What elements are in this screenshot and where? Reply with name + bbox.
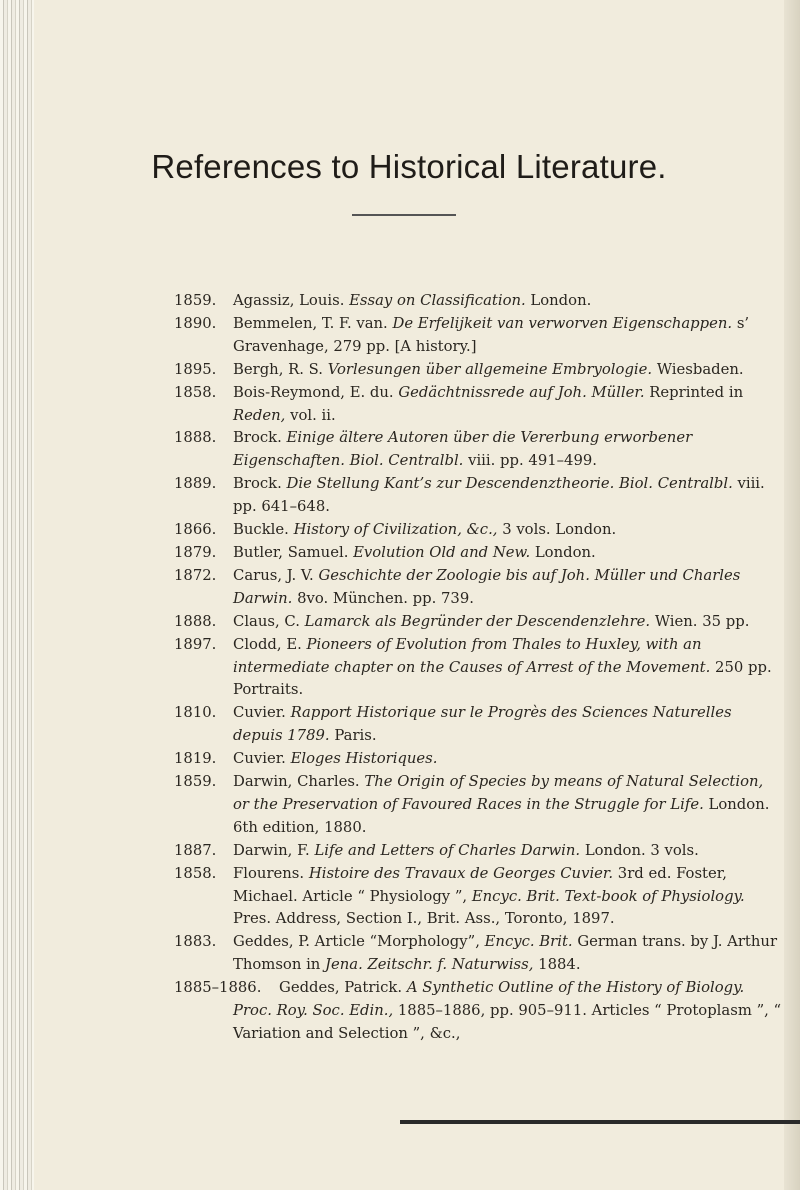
reference-detail: s’ Gravenhage, 279 pp. [A history.]: [233, 314, 750, 355]
reference-entry: [174, 382, 782, 428]
reference-detail: London. 6th edition, 1880.: [233, 795, 770, 836]
reference-entry: [174, 427, 782, 473]
reference-detail: Darwin, F.: [233, 841, 315, 859]
reference-year: 1888.: [174, 612, 217, 630]
reference-text: [233, 359, 782, 382]
reference-entry: [174, 702, 782, 748]
reference-title: Encyc. Brit.: [484, 933, 573, 951]
reference-title: Essay on Classification.: [349, 292, 526, 309]
reference-text: [233, 771, 782, 840]
reference-entry: [174, 931, 782, 977]
reference-list: [174, 290, 782, 1046]
reference-title: A Synthetic Outline of the History of Biology. Proc. Roy. Soc. Edin.,: [233, 979, 745, 1020]
reference-title: Evolution Old and New.: [353, 543, 531, 561]
reference-detail: 250 pp. Portraits.: [233, 658, 772, 699]
reference-year: 1890.: [174, 314, 217, 332]
reference-year: 1895.: [174, 360, 217, 378]
reference-title: Geschichte der Zoologie bis auf Joh. Müller und Charles Darwin.: [233, 566, 741, 607]
reference-detail: 1884.: [533, 956, 581, 974]
reference-year: 1858.: [174, 383, 217, 401]
reference-title: Encyc. Brit. Text-book of Physiology.: [471, 887, 745, 905]
reference-detail: Bois-Reymond, E. du.: [233, 383, 399, 401]
reference-detail: Flourens.: [233, 864, 309, 882]
reference-detail: Claus, C.: [233, 612, 305, 630]
reference-title: Einige ältere Autoren über die Vererbung erworbener Eigenschaften. Biol. Centralbl.: [233, 429, 693, 470]
reference-entry: [174, 840, 782, 863]
reference-detail: Buckle.: [233, 521, 294, 539]
reference-text: [233, 542, 782, 565]
reference-detail: 8vo. München. pp. 739.: [292, 589, 474, 607]
reference-detail: Cuvier.: [233, 750, 291, 768]
reference-text: [233, 634, 782, 703]
reference-year: 1858.: [174, 864, 217, 882]
reference-detail: Wiesbaden.: [652, 360, 744, 378]
reference-detail: Bemmelen, T. F. van.: [233, 314, 393, 332]
reference-title: History of Civilization, &c.,: [293, 521, 498, 539]
reference-detail: Reprinted in: [644, 383, 744, 401]
reference-detail: Cuvier.: [233, 704, 291, 722]
reference-entry: [174, 313, 782, 359]
page-title: References to Historical Literature.: [151, 148, 667, 185]
reference-year: 1888.: [174, 429, 217, 447]
title-rule: [352, 214, 456, 216]
reference-detail: Bergh, R. S.: [233, 360, 328, 378]
reference-detail: Geddes, P. Article “Morphology”,: [233, 933, 485, 951]
reference-title: De Erfelijkeit van verworven Eigenschappen.: [392, 314, 733, 332]
reference-detail: London.: [525, 292, 592, 309]
reference-text: [233, 748, 782, 771]
reference-text: [233, 313, 782, 359]
reference-text: [233, 473, 782, 519]
reference-title: Lamarck als Begründer der Descendenzlehre.: [304, 612, 651, 630]
reference-entry: [174, 611, 782, 634]
reference-year: 1879.: [174, 543, 217, 561]
reference-text: [233, 840, 782, 863]
reference-detail: Brock.: [233, 429, 287, 447]
reference-detail: 3rd ed. Foster, Michael. Article “ Physiology ”,: [233, 864, 727, 905]
reference-year: 1897.: [174, 635, 217, 653]
reference-year: 1810.: [174, 704, 217, 722]
reference-year: 1883.: [174, 933, 217, 951]
reference-entry: [174, 290, 782, 313]
scan-right-edge: [784, 0, 800, 1190]
reference-title: Reden,: [233, 406, 286, 424]
reference-text: [233, 519, 782, 542]
reference-detail: 3 vols. London.: [497, 521, 617, 539]
reference-detail: Brock.: [233, 475, 287, 493]
reference-entry: [174, 473, 782, 519]
reference-title: Jena. Zeitschr. f. Naturwiss,: [325, 956, 534, 974]
reference-entry: [174, 359, 782, 382]
reference-entry: [174, 771, 782, 840]
reference-title: The Origin of Species by means of Natural Selection, or the Preservation of Favoured Races in the Struggle for Life.: [233, 773, 764, 813]
reference-detail: Carus, J. V.: [233, 566, 319, 584]
reference-detail: viii. pp. 641–648.: [233, 475, 765, 516]
scan-binding-edge: [0, 0, 34, 1190]
reference-text: [233, 863, 782, 932]
reference-detail: German trans. by J. Arthur Thomson in: [233, 933, 778, 974]
reference-detail: London.: [530, 543, 596, 561]
reference-text: [233, 931, 782, 977]
reference-title: Pioneers of Evolution from Thales to Huxley, with an intermediate chapter on the Causes of Arrest of the Movement.: [233, 635, 711, 676]
reference-detail: Geddes, Patrick.: [279, 979, 407, 997]
reference-title: Gedächtnissrede auf Joh. Müller.: [398, 383, 645, 401]
reference-title: Histoire des Travaux de Georges Cuvier.: [308, 864, 614, 882]
reference-text: [233, 565, 782, 611]
reference-entry: [174, 977, 782, 1046]
reference-detail: Wien. 35 pp.: [650, 612, 750, 630]
reference-text: [233, 382, 782, 428]
reference-entry: [174, 542, 782, 565]
reference-year: 1887.: [174, 841, 217, 859]
reference-detail: Pres. Address, Section I., Brit. Ass., Toronto, 1897.: [233, 910, 615, 928]
reference-year: 1866.: [174, 521, 217, 539]
reference-detail: Darwin, Charles.: [233, 773, 365, 791]
reference-detail: London. 3 vols.: [580, 841, 699, 859]
reference-year: 1889.: [174, 475, 217, 493]
reference-title: Rapport Historique sur le Progrès des Sciences Naturelles depuis 1789.: [233, 704, 732, 745]
reference-detail: Agassiz, Louis.: [233, 292, 350, 309]
reference-title: Die Stellung Kant’s zur Descendenztheorie. Biol. Centralbl.: [286, 475, 733, 493]
page: [34, 0, 784, 1190]
reference-year: 1819.: [174, 750, 217, 768]
reference-text: [233, 611, 782, 634]
reference-year: 1859.: [174, 773, 217, 791]
reference-detail: Butler, Samuel.: [233, 543, 354, 561]
reference-entry: [174, 748, 782, 771]
reference-year: 1885–1886.: [174, 979, 262, 997]
reference-entry: [174, 565, 782, 611]
reference-detail: 1885–1886, pp. 905–911. Articles “ Protoplasm ”, “ Variation and Selection ”, &c.,: [233, 1002, 782, 1042]
reference-detail: Clodd, E.: [233, 635, 307, 653]
reference-year: 1859.: [174, 292, 217, 309]
reference-text: [233, 702, 782, 748]
reference-text: [233, 977, 782, 1046]
reference-entry: [174, 519, 782, 542]
reference-title: Life and Letters of Charles Darwin.: [314, 841, 581, 859]
reference-title: Vorlesungen über allgemeine Embryologie.: [327, 360, 653, 378]
reference-text: [233, 427, 782, 473]
reference-entry: [174, 634, 782, 703]
reference-year: 1872.: [174, 566, 217, 584]
reference-detail: viii. pp. 491–499.: [463, 452, 597, 470]
reference-text: [233, 290, 782, 313]
reference-entry: [174, 863, 782, 932]
reference-detail: vol. ii.: [285, 406, 336, 424]
reference-title: Eloges Historiques.: [290, 750, 438, 768]
reference-detail: Paris.: [329, 727, 377, 745]
